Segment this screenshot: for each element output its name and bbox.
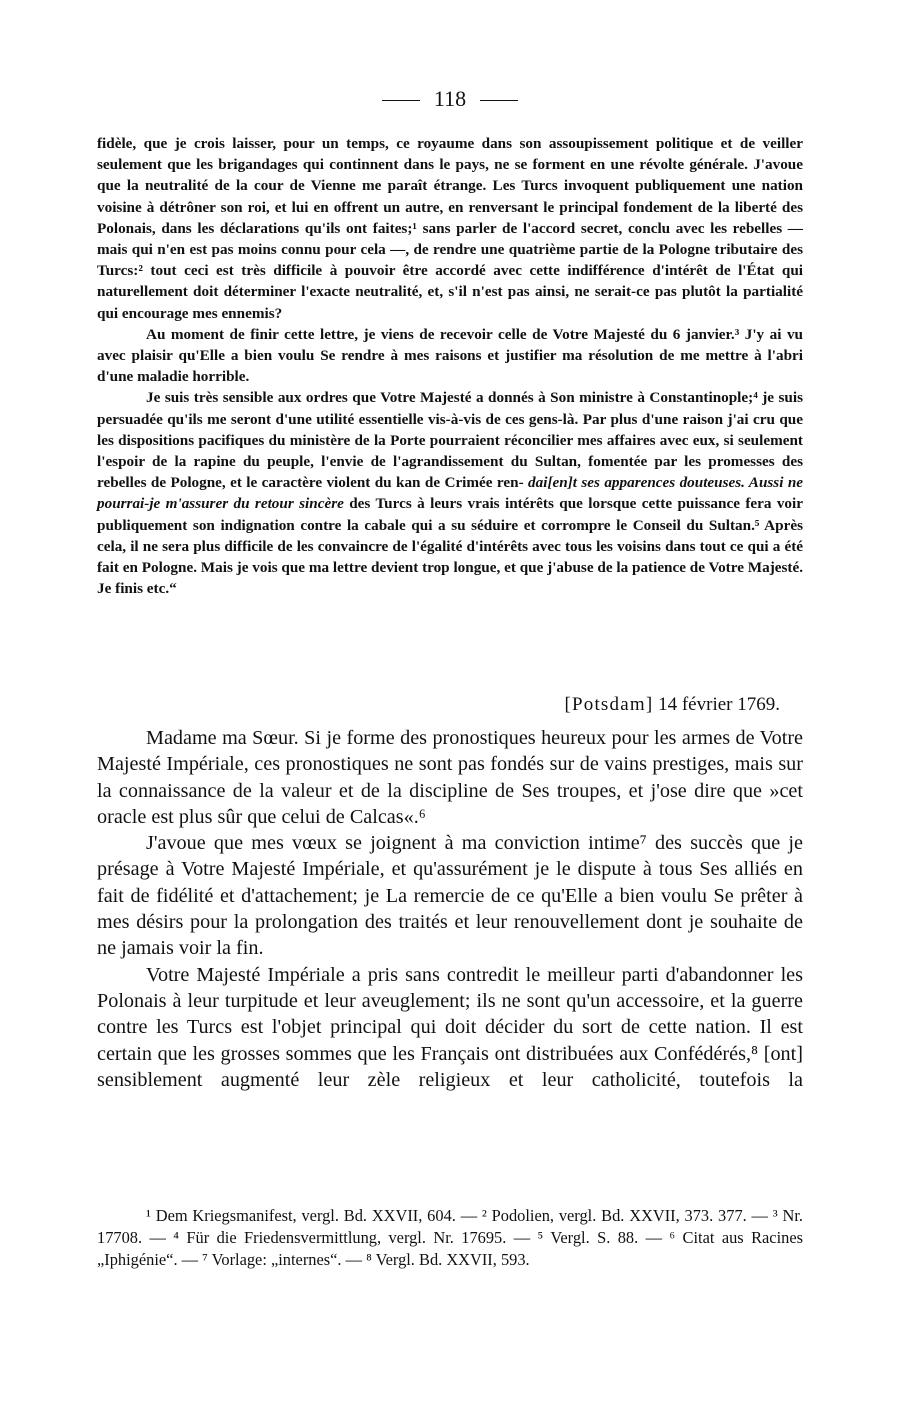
dateline-place: [Potsdam]	[564, 694, 654, 715]
page-number: 118	[433, 86, 467, 111]
letter-paragraph-3: Votre Majesté Impériale a pris sans contredit le meilleur parti d'abandonner les Polonais à leur turpitude et leur aveuglement; ils ne sont qu'un accessoire, et la guerre contre les Turcs est l'objet principal qui doit décider du sort de cette nation. Il est certain que les grosses sommes que les Français ont distribuées aux Confédérés,⁸ [ont] sensiblement augmenté leur zèle religieux et leur catholicité, toutefois la	[97, 963, 803, 1091]
letter-paragraph-1: Madame ma Sœur. Si je forme des pronostiques heureux pour les armes de Votre Majesté Impériale, ces pronostiques ne sont pas fondés sur de vains prestiges, mais sur la connaissance de la valeur et de la discipline de Ses troupes, et j'ose dire que »cet oracle est plus sûr que celui de Calcas«.⁶	[97, 727, 803, 828]
letter-end-paragraph-3-part-1: Je suis très sensible aux ordres que Votre Majesté a donnés à Son ministre à Constantinople;⁴ je suis persuadée qu'ils me seront d'une utilité essentielle vis-à-vis de ces gens-là. Par plus d'une raison j'ai cru que les dispositions pacifiques du ministère de la Porte pourraient réconcilier mes affaires avec eux, si seulement l'espoir de la rapine du peuple, l'envie de l'agrandissement du Sultan, fomentée par les promesses des rebelles de Pologne, et le caractère violent du kan de Crimée ren-	[97, 389, 803, 492]
footnotes	[97, 1205, 803, 1271]
letter-paragraph-2: J'avoue que mes vœux se joignent à ma conviction intime⁷ des succès que je présage à Votre Majesté Impériale, et qu'assurément je le dispute à tous Ses alliés en fait de fidélité et d'attachement; je La remercie de ce qu'Elle a bien voulu Se prêter à mes désirs pour la prolongation des traités et leur renouvellement dont je souhaite de ne jamais voir la fin.	[97, 832, 803, 960]
dateline-date: 14 février 1769.	[658, 694, 780, 715]
letter-end-paragraph-3-italic: dai[en]t ses apparences douteuses. Aussi ne pourrai-je m'assurer du retour sincère	[97, 474, 804, 513]
header-rule-right	[480, 100, 518, 101]
footnotes-text: ¹ Dem Kriegsmanifest, vergl. Bd. XXVII, 604. — ² Podolien, vergl. Bd. XXVII, 373. 377. — ³ Nr. 17708. — ⁴ Für die Friedensvermittlung, vergl. Nr. 17695. — ⁵ Vergl. S. 88. — ⁶ Citat aus Racines „Iphigénie“. — ⁷ Vorlage: „internes“. — ⁸ Vergl. Bd. XXVII, 593.	[97, 1206, 803, 1269]
letter-end-paragraph-2: Au moment de finir cette lettre, je viens de recevoir celle de Votre Majesté du 6 janvier.³ J'y ai vu avec plaisir qu'Elle a bien voulu Se rendre à mes raisons et justifier ma résolution de me mettre à l'abri d'une maladie horrible.	[97, 325, 803, 386]
letter-end-paragraph-3	[97, 387, 803, 599]
letter-end-paragraph-1: fidèle, que je crois laisser, pour un temps, ce royaume dans son assoupissement politique et de veiller seulement que les brigandages qui continnent dans le pays, ne se forment en une révolte générale. J'avoue que la neutralité de la cour de Vienne me paraît étrange. Les Turcs invoquent publiquement une nation voisine à détrôner son roi, et lui en offrent un autre, en renversant le principal fondement de la liberté des Polonais, dans les déclarations qu'ils ont faites;¹ sans parler de l'accord secret, conclu avec les rebelles — mais qui n'en est pas moins connu pour cela —, de rendre une quatrième partie de la Pologne tributaire des Turcs:² tout ceci est très difficile à pouvoir être accordé avec cette indifférence d'intérêt de l'État qui naturellement doit déterminer l'exacte neutralité, et, s'il n'est pas ainsi, ne serait-ce pas plutôt la partialité qui encourage mes ennemis?	[97, 135, 803, 322]
previous-letter-ending	[97, 133, 803, 599]
dateline	[564, 694, 780, 716]
page-header	[0, 86, 900, 112]
letter-body	[97, 725, 803, 1093]
header-rule-left	[382, 100, 420, 101]
letter-end-paragraph-3-part-2: des Turcs à leurs vrais intérêts que lorsque cette puissance fera voir publiquement son indignation contre la cabale qui a su séduire et corrompre le Conseil du Sultan.⁵ Après cela, il ne sera plus difficile de les convaincre de l'égalité d'intérêts avec tous les voisins dans tout ce qui a été fait en Pologne. Mais je vois que ma lettre devient trop longue, et que j'abuse de la patience de Votre Majesté. Je finis etc.“	[97, 495, 803, 598]
